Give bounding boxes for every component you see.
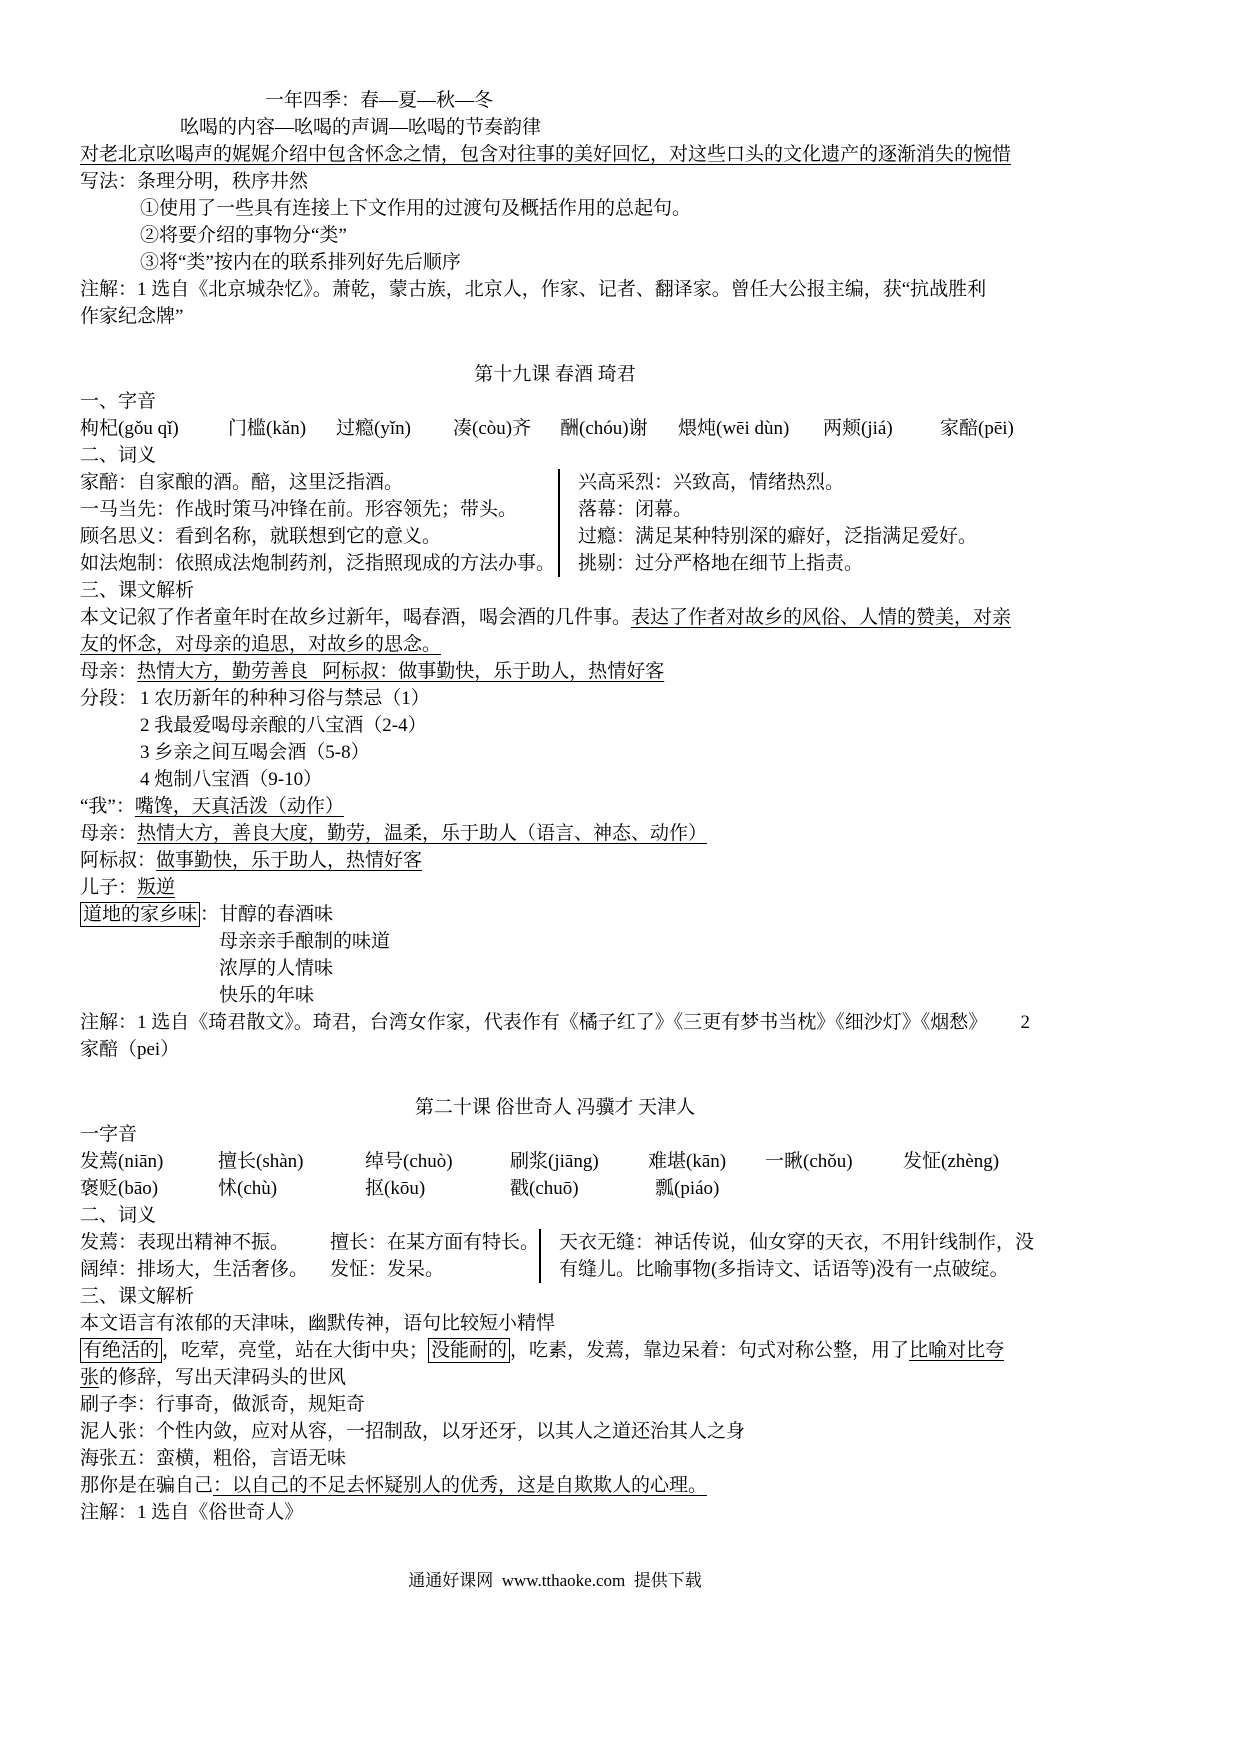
character-label: “我”： xyxy=(80,796,135,817)
contrast-text: ，吃素，发蔫，靠边呆着：句式对称公整，用了 xyxy=(510,1340,910,1361)
note-text: 注解：1 选自《琦君散文》。琦君，台湾女作家，代表作有《橘子红了》《三更有梦书当枕》《细沙灯》《烟愁》 xyxy=(80,1012,988,1033)
contrast-line-2 xyxy=(80,1364,1030,1391)
pronunciation-item: 枸杞(gǒu qǐ) xyxy=(80,418,179,439)
lesson20-pronunciation-row-2 xyxy=(80,1175,1030,1202)
flavor-colon: ： xyxy=(200,904,220,925)
lesson19-analysis-heading: 三、课文解析 xyxy=(80,580,195,601)
lesson19-pronunciation-row xyxy=(80,415,1030,442)
pronunciation-item: 发蔫(niān) xyxy=(80,1151,164,1172)
pronunciation-item: 褒贬(bāo) xyxy=(80,1178,159,1199)
character-traits: 嘴馋，天真活泼（动作） xyxy=(134,796,344,817)
vocabulary-entry: 挑剔：过分严格地在细节上指责。 xyxy=(578,553,864,574)
pronunciation-item: 戳(chuō) xyxy=(510,1178,579,1199)
mother-uncle-traits: 热情大方，勤劳善良 阿标叔：做事勤快，乐于助人，热情好客 xyxy=(137,661,665,682)
vocabulary-entry: 发怔：发呆。 xyxy=(330,1259,445,1280)
lesson20-vocabulary xyxy=(80,1229,1035,1283)
character-traits: 叛逆 xyxy=(137,877,176,898)
character-line: 刷子李：行事奇，做派奇，规矩奇 xyxy=(80,1394,366,1415)
section-item: 1 农历新年的种种习俗与禁忌（1） xyxy=(140,688,430,709)
pronunciation-item: 瓢(piáo) xyxy=(655,1178,720,1199)
shout-sequence-line: 吆喝的内容—吆喝的声调—吆喝的节奏韵律 xyxy=(180,117,542,138)
character-line: 海张五：蛮横，粗俗，言语无味 xyxy=(80,1448,347,1469)
character-line-mother xyxy=(80,820,1030,847)
lesson20-note-line: 注解：1 选自《俗世奇人》 xyxy=(80,1502,304,1523)
vocabulary-entry: 家醅：自家酿的酒。醅，这里泛指酒。 xyxy=(80,472,404,493)
lesson20-title: 第二十课 俗世奇人 冯骥才 天津人 xyxy=(414,1097,696,1118)
summary-line-1 xyxy=(80,604,1030,631)
flavor-line-1 xyxy=(80,901,1030,928)
character-line-uncle xyxy=(80,847,1030,874)
section-line-3: 3 乡亲之间互喝会酒（5-8） xyxy=(140,742,370,763)
seasons-line: 一年四季：春—夏—秋—冬 xyxy=(265,90,494,111)
pronunciation-item: 抠(kōu) xyxy=(365,1178,426,1199)
vocabulary-entry: 顾名思义：看到名称，就联想到它的意义。 xyxy=(80,526,442,547)
document-page xyxy=(80,87,1035,1526)
section-line-4: 4 炮制八宝酒（9-10） xyxy=(140,769,323,790)
pronunciation-item: 煨炖(wēi dùn) xyxy=(678,418,790,439)
writing-point-3: ③将“类”按内在的联系排列好先后顺序 xyxy=(140,252,461,273)
pronunciation-item: 一瞅(chǒu) xyxy=(765,1151,853,1172)
vocabulary-right-column xyxy=(558,469,977,577)
character-line-me xyxy=(80,793,1030,820)
writing-point-2: ②将要介绍的事物分“类” xyxy=(140,225,347,246)
contrast-highlight: 比喻对比夸 xyxy=(909,1340,1005,1361)
theme-line xyxy=(80,141,1030,168)
note-line-1: 注解：1 选自《北京城杂忆》。萧乾，蒙古族，北京人，作家、记者、翻译家。曾任大公报主编，获“抗战胜利 xyxy=(80,279,987,300)
summary-line-2 xyxy=(80,631,1030,658)
pronunciation-item: 擅长(shàn) xyxy=(218,1151,304,1172)
flavor-line-2: 母亲亲手酿制的味道 xyxy=(219,931,391,952)
lesson19-vocabulary-heading: 二、词义 xyxy=(80,445,157,466)
character-traits: 热情大方，善良大度，勤劳，温柔，乐于助人（语言、神态、动作） xyxy=(137,823,708,844)
vocabulary-pair xyxy=(80,1256,539,1283)
pronunciation-item: 凑(còu)齐 xyxy=(453,418,532,439)
contrast-box: 没能耐的 xyxy=(428,1338,510,1363)
vocabulary-entry: 有缝儿。比喻事物(多指诗文、话语等)没有一点破绽。 xyxy=(559,1259,1009,1280)
pronunciation-item: 家醅(pēi) xyxy=(940,418,1014,439)
vocabulary-entry: 兴高采烈：兴致高，情绪热烈。 xyxy=(578,472,845,493)
flavor-label-box: 道地的家乡味 xyxy=(80,902,200,927)
note-next-number: 2 xyxy=(1020,1012,1030,1033)
vocabulary-left-column xyxy=(80,1229,539,1283)
character-line: 泥人张：个性内敛，应对从容，一招制敌，以牙还牙，以其人之道还治其人之身 xyxy=(80,1421,746,1442)
vocabulary-left-column xyxy=(80,469,558,577)
flavor-line-3: 浓厚的人情味 xyxy=(219,958,334,979)
contrast-box: 有绝活的 xyxy=(80,1338,162,1363)
contrast-highlight: 张 xyxy=(80,1367,100,1388)
vocabulary-entry: 一马当先：作战时策马冲锋在前。形容领先；带头。 xyxy=(80,499,518,520)
character-label: 儿子： xyxy=(80,877,138,898)
contrast-line-1 xyxy=(80,1337,1030,1364)
summary-highlight: 表达了作者对故乡的风俗、人情的赞美，对亲 xyxy=(631,607,1012,628)
lesson19-note-line-1 xyxy=(80,1009,1030,1036)
section-line-2: 2 我最爱喝母亲酿的八宝酒（2-4） xyxy=(140,715,427,736)
lesson19-title: 第十九课 春酒 琦君 xyxy=(474,364,636,385)
pronunciation-item: 门槛(kǎn) xyxy=(228,418,307,439)
pronunciation-item: 难堪(kān) xyxy=(648,1151,727,1172)
flavor-item: 甘醇的春酒味 xyxy=(219,904,334,925)
vocabulary-entry: 过瘾：满足某种特别深的癖好，泛指满足爱好。 xyxy=(578,526,978,547)
character-label: 阿标叔： xyxy=(80,850,157,871)
page-footer: 通通好课网 www.tthaoke.com 提供下载 xyxy=(408,1571,702,1590)
lesson19-note-line-2: 家醅（pei） xyxy=(80,1039,180,1060)
pronunciation-item: 酬(chóu)谢 xyxy=(560,418,648,439)
theme-text: 对老北京吆喝声的娓娓介绍中包含怀念之情，包含对往事的美好回忆，对这些口头的文化遗产的逐渐消失的惋惜 xyxy=(80,144,1012,165)
pronunciation-item: 两颊(jiá) xyxy=(823,418,893,439)
vocabulary-entry: 擅长：在某方面有特长。 xyxy=(330,1232,540,1253)
pronunciation-item: 过瘾(yǐn) xyxy=(336,418,411,439)
writing-point-1: ①使用了一些具有连接上下文作用的过渡句及概括作用的总起句。 xyxy=(140,198,692,219)
character-label: 母亲： xyxy=(80,823,138,844)
vocabulary-entry: 天衣无缝：神话传说，仙女穿的天衣，不用针线制作，没 xyxy=(559,1232,1035,1253)
mother-uncle-line xyxy=(80,658,1030,685)
pronunciation-item: 绰号(chuò) xyxy=(365,1151,453,1172)
pronunciation-item: 刷浆(jiāng) xyxy=(510,1151,599,1172)
section-line-1 xyxy=(80,685,1030,712)
lesson20-pronunciation-row-1 xyxy=(80,1148,1030,1175)
character-line-son xyxy=(80,874,1030,901)
sections-label: 分段： xyxy=(80,688,138,709)
vocabulary-right-column xyxy=(539,1229,1034,1283)
quote-text: 那你是在骗自己 xyxy=(80,1475,214,1496)
lesson19-vocabulary xyxy=(80,469,1030,577)
language-note-line: 本文语言有浓郁的天津味，幽默传神，语句比较短小精悍 xyxy=(80,1313,556,1334)
vocabulary-entry: 落幕：闭幕。 xyxy=(578,499,693,520)
note-line-2: 作家纪念牌” xyxy=(80,306,184,327)
mother-label: 母亲： xyxy=(80,661,138,682)
pronunciation-item: 发怔(zhèng) xyxy=(903,1151,1000,1172)
lesson20-vocabulary-heading: 二、词义 xyxy=(80,1205,157,1226)
contrast-text: 的修辞，写出天津码头的世风 xyxy=(99,1367,347,1388)
vocabulary-pair xyxy=(80,1229,539,1256)
flavor-head xyxy=(80,901,219,928)
lesson20-analysis-heading: 三、课文解析 xyxy=(80,1286,195,1307)
contrast-text: ，吃荤，亮堂，站在大街中央； xyxy=(162,1340,429,1361)
lesson20-pronunciation-heading: 一字音 xyxy=(80,1124,138,1145)
character-traits: 做事勤快，乐于助人，热情好客 xyxy=(156,850,423,871)
vocabulary-entry: 如法炮制：依照成法炮制药剂，泛指照现成的方法办事。 xyxy=(80,553,556,574)
vocabulary-entry: 发蔫：表现出精神不振。 xyxy=(80,1232,290,1253)
summary-plain: 本文记叙了作者童年时在故乡过新年，喝春酒，喝会酒的几件事。 xyxy=(80,607,632,628)
pronunciation-item: 怵(chù) xyxy=(218,1178,278,1199)
writing-method-line: 写法：条理分明，秩序井然 xyxy=(80,171,309,192)
vocabulary-entry: 阔绰：排场大，生活奢侈。 xyxy=(80,1259,309,1280)
flavor-line-4: 快乐的年味 xyxy=(219,985,315,1006)
quote-line xyxy=(80,1472,1030,1499)
quote-highlight: ：以自己的不足去怀疑别人的优秀，这是自欺欺人的心理。 xyxy=(213,1475,708,1496)
lesson19-pronunciation-heading: 一、字音 xyxy=(80,391,157,412)
summary-highlight: 友的怀念，对母亲的追思，对故乡的思念。 xyxy=(80,634,442,655)
